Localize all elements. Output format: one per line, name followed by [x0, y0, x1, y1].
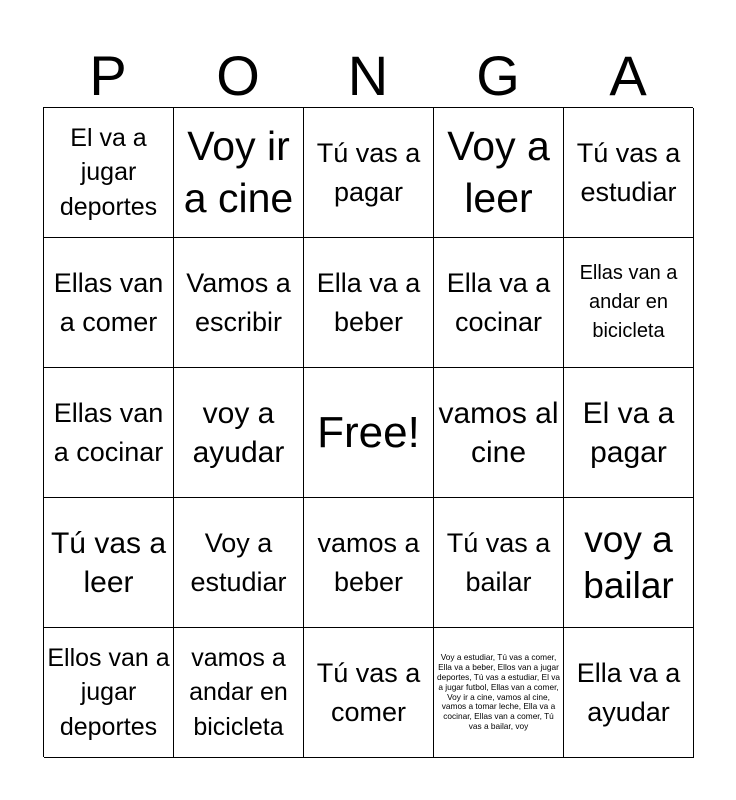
bingo-board	[43, 107, 693, 757]
header-letter-g: G	[476, 44, 520, 107]
cell-text: Ellas van a comer	[53, 268, 164, 337]
cell-text: Tú vas a leer	[50, 526, 167, 599]
cell-text: Ella va a beber	[316, 268, 421, 337]
bingo-cell-r1c4[interactable]	[434, 108, 564, 238]
bingo-cell-r4c2[interactable]	[174, 498, 304, 628]
bingo-cell-r4c3[interactable]	[304, 498, 434, 628]
bingo-cell-r4c5[interactable]	[564, 498, 694, 628]
header-letter-p: P	[89, 44, 127, 107]
bingo-cell-r4c4[interactable]	[434, 498, 564, 628]
cell-text: El va a pagar	[582, 396, 675, 469]
cell-text: Ellos van a jugar deportes	[47, 644, 170, 741]
bingo-header	[43, 46, 693, 106]
cell-text: voy a ayudar	[192, 396, 285, 469]
bingo-cell-r1c3[interactable]	[304, 108, 434, 238]
cell-text: Tú vas a bailar	[446, 528, 551, 597]
header-letter-o: O	[216, 44, 260, 107]
bingo-cell-r2c3[interactable]	[304, 238, 434, 368]
bingo-cell-r3c5[interactable]	[564, 368, 694, 498]
bingo-cell-r3c2[interactable]	[174, 368, 304, 498]
bingo-cell-r2c5[interactable]	[564, 238, 694, 368]
cell-text: Voy ir a cine	[183, 122, 294, 221]
cell-text: Voy a estudiar, Tú vas a comer, Ella va a beber, Ellos van a jugar deportes, Tú vas a estudiar, El va a jugar futbol, Ellas van a comer, Voy ir a cine, vamos al cine, vamos a tomar leche, Ella va a cocinar, Ellas van a comer, Tú vas a bailar, voy	[437, 652, 560, 731]
bingo-cell-r2c4[interactable]	[434, 238, 564, 368]
cell-text: Tú vas a pagar	[316, 138, 421, 207]
bingo-cell-r3c4[interactable]	[434, 368, 564, 498]
bingo-cell-r2c2[interactable]	[174, 238, 304, 368]
cell-text: Voy a estudiar	[190, 528, 287, 597]
bingo-cell-r2c1[interactable]	[44, 238, 174, 368]
cell-text: vamos al cine	[438, 396, 559, 469]
bingo-cell-r5c5[interactable]	[564, 628, 694, 758]
cell-text: Tú vas a comer	[316, 658, 421, 727]
cell-text: vamos a andar en bicicleta	[189, 644, 288, 741]
cell-text: Ella va a cocinar	[446, 268, 551, 337]
header-letter-n: N	[347, 44, 389, 107]
cell-text: Ella va a ayudar	[576, 658, 681, 727]
header-letter-a: A	[609, 44, 647, 107]
cell-text: Ellas van a andar en bicicleta	[579, 262, 678, 342]
bingo-cell-r1c2[interactable]	[174, 108, 304, 238]
cell-text: El va a jugar deportes	[59, 124, 158, 221]
bingo-cell-r5c3[interactable]	[304, 628, 434, 758]
bingo-cell-r5c1[interactable]	[44, 628, 174, 758]
cell-text: Ellas van a cocinar	[53, 398, 164, 467]
bingo-cell-r3c1[interactable]	[44, 368, 174, 498]
cell-text: vamos a beber	[317, 528, 420, 597]
bingo-cell-r5c2[interactable]	[174, 628, 304, 758]
cell-text: Vamos a escribir	[186, 268, 291, 337]
bingo-cell-r1c1[interactable]	[44, 108, 174, 238]
free-space-label: Free!	[317, 407, 420, 457]
cell-text: Tú vas a estudiar	[576, 138, 681, 207]
cell-text: Voy a leer	[447, 122, 550, 221]
cell-text: voy a bailar	[583, 518, 674, 606]
bingo-cell-r4c1[interactable]	[44, 498, 174, 628]
bingo-cell-r1c5[interactable]	[564, 108, 694, 238]
bingo-cell-r5c4[interactable]	[434, 628, 564, 758]
bingo-cell-free[interactable]	[304, 368, 434, 498]
